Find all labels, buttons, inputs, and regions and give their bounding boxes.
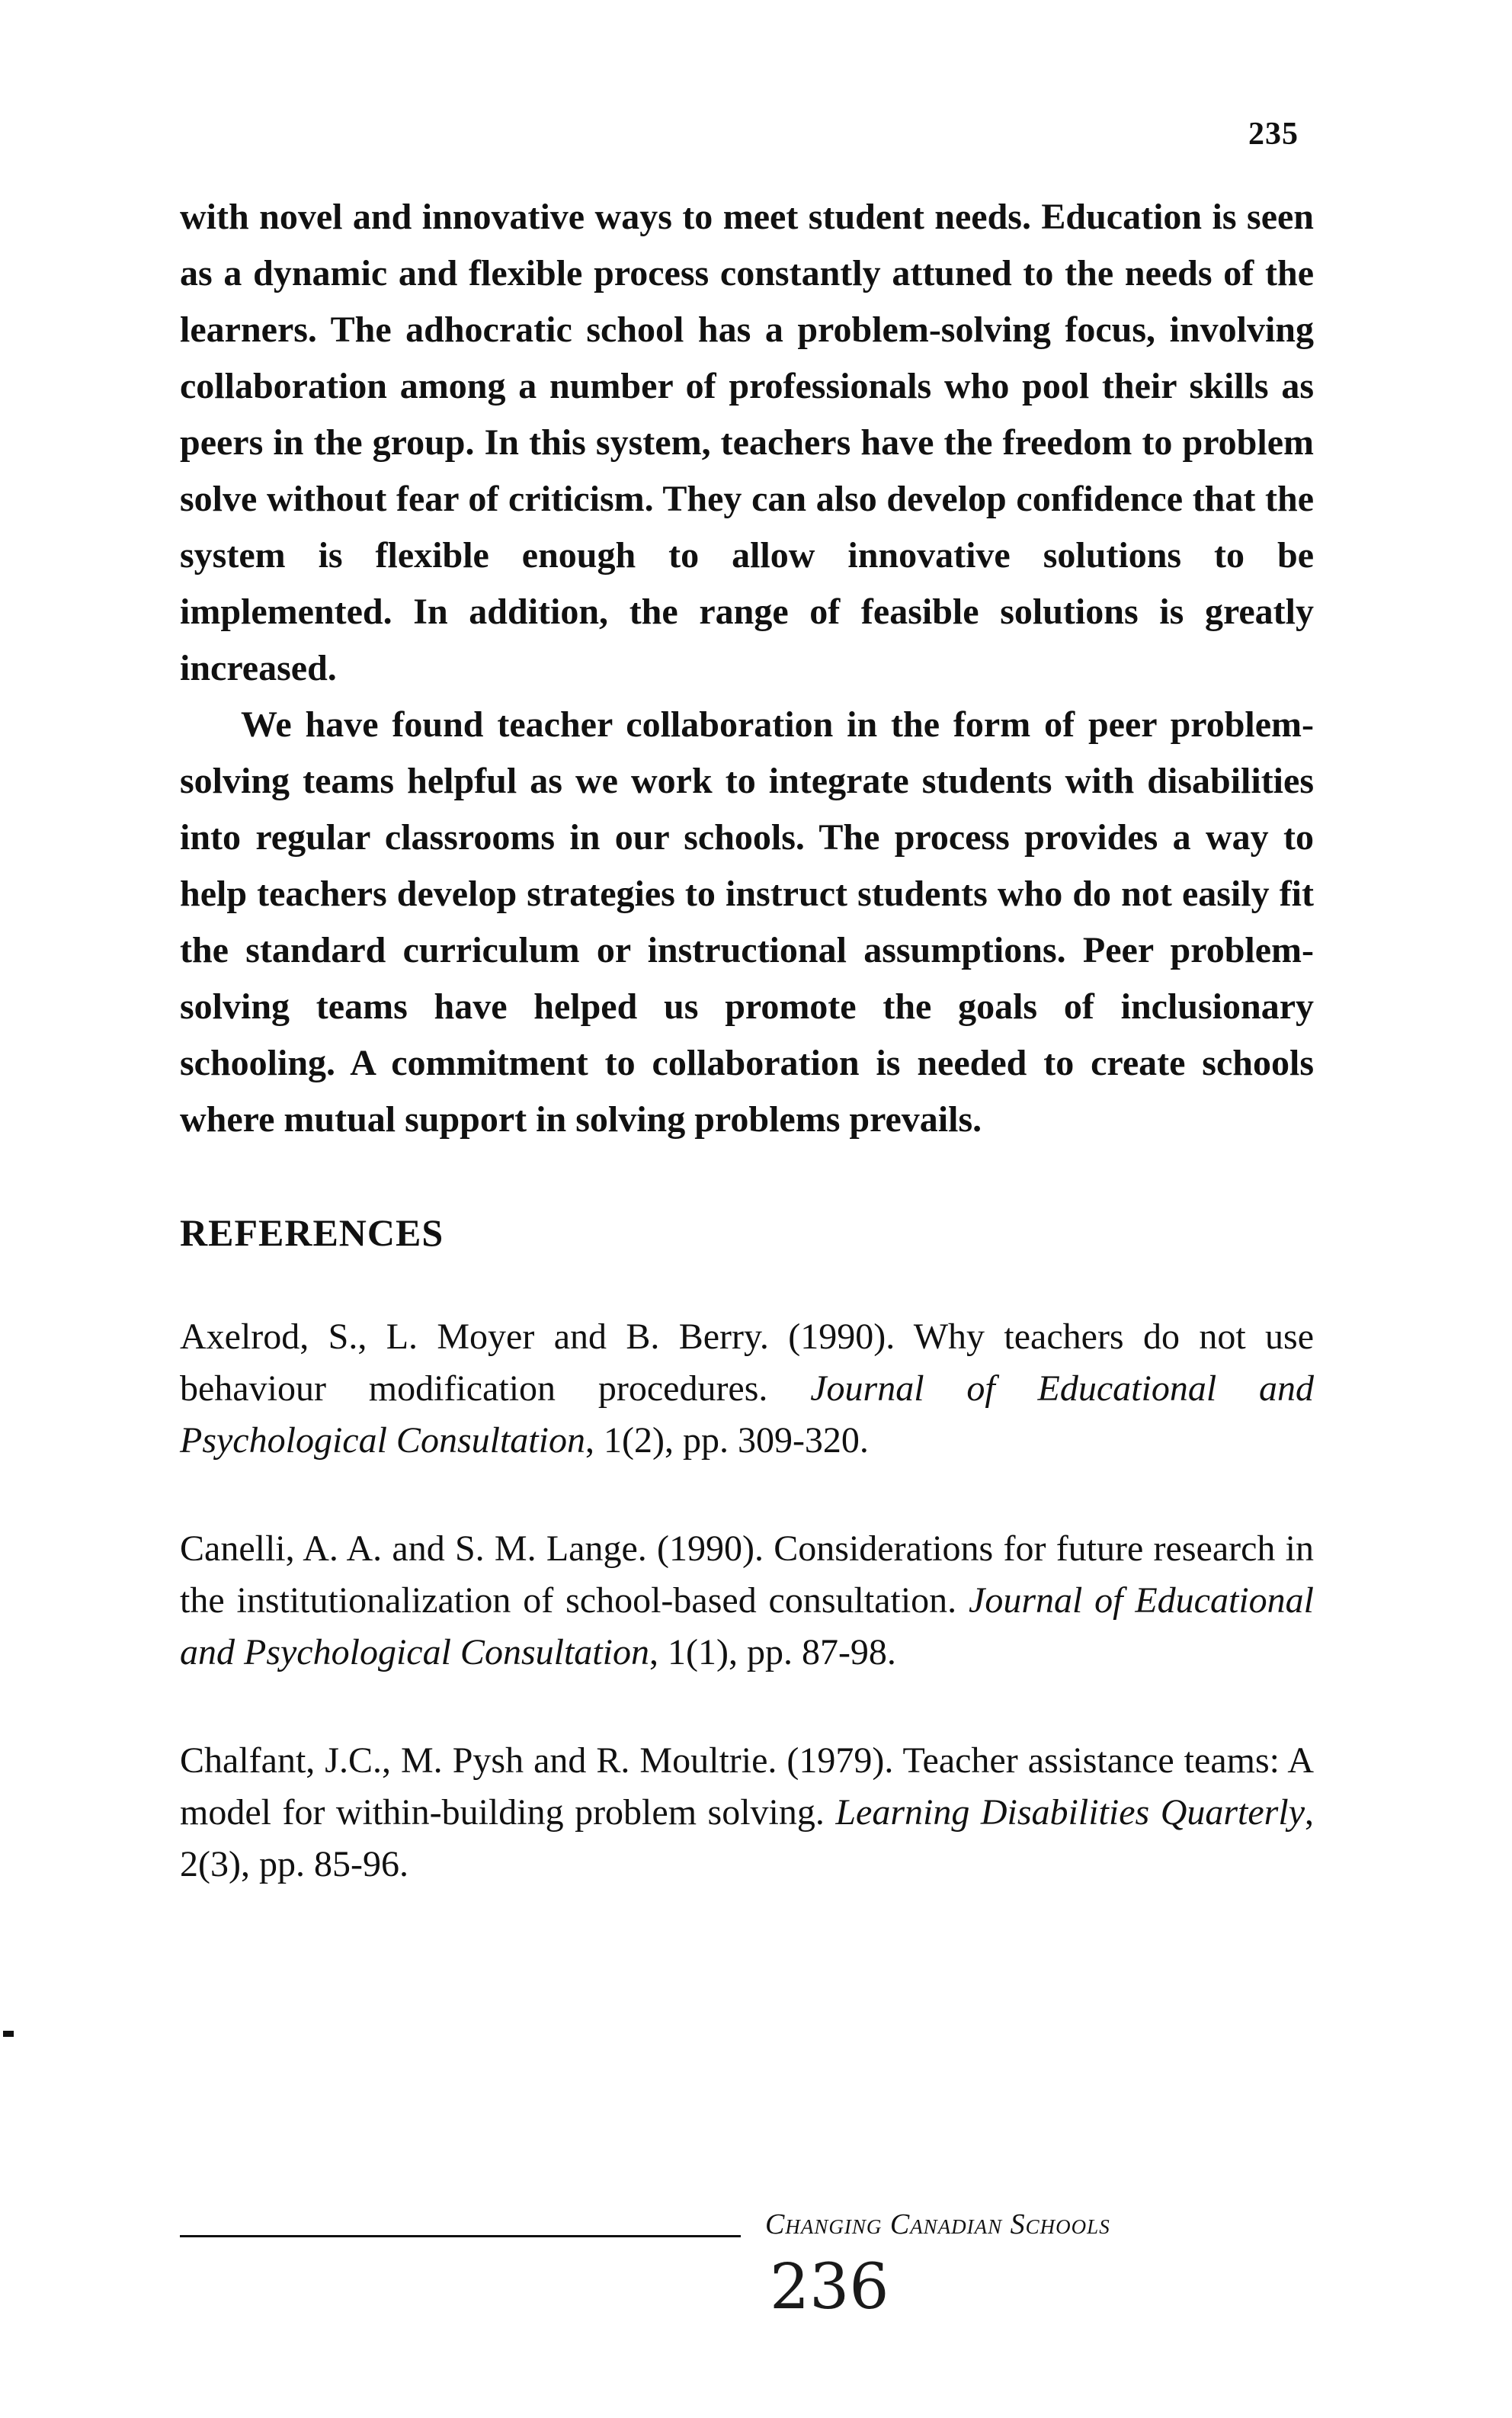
reference-item-3-text: Chalfant, J.C., M. Pysh and R. Moultrie. (1979). Teacher assistance teams: A model for within-building problem solving. (180, 1740, 1314, 1833)
reference-item-3-journal: Learning Disabilities Quarterly (835, 1792, 1305, 1833)
page-number: 235 (1248, 117, 1299, 152)
footer-title: Changing Canadian Schools (765, 2208, 1110, 2240)
reference-item-1-details: , 1(2), pp. 309-320. (585, 1420, 869, 1461)
reference-item-2 (180, 1523, 1314, 1679)
reference-item-3 (180, 1735, 1314, 1890)
reference-item-1-journal: Journal of Educational and Psychological Consultation (180, 1368, 1314, 1461)
reference-item-2-journal: Journal of Educational and Psychological Consultation (180, 1580, 1314, 1672)
scan-mark (3, 2031, 14, 2037)
reference-item-2-text: Canelli, A. A. and S. M. Lange. (1990). Considerations for future research in the institutionalization of school-based consultation. (180, 1528, 1314, 1621)
reference-item-1-text: Axelrod, S., L. Moyer and B. Berry. (1990). Why teachers do not use behaviour modification procedures. (180, 1316, 1314, 1409)
footer-rule (180, 2235, 741, 2237)
reference-item-2-details: , 1(1), pp. 87-98. (649, 1632, 896, 1672)
body-paragraph-2: We have found teacher collaboration in the form of peer problem-solving teams helpful as we work to integrate students with disabilities into regular classrooms in our schools. The process provides a way to help teachers develop strategies to instruct students who do not easily fit the standard curriculum or instructional assumptions. Peer problem-solving teams have helped us promote the goals of inclusionary schooling. A commitment to collaboration is needed to create schools where mutual support in solving problems prevails. (180, 704, 1314, 1140)
body-paragraph-1: with novel and innovative ways to meet student needs. Education is seen as a dynamic and flexible process constantly attuned to the needs of the learners. The adhocratic school has a problem-solving focus, involving collaboration among a number of professionals who pool their skills as peers in the group. In this system, teachers have the freedom to problem solve without fear of criticism. They can also develop confidence that the system is flexible enough to allow innovative solutions to be implemented. In addition, the range of feasible solutions is greatly increased. (180, 197, 1314, 688)
footer-page-number: 236 (770, 2251, 889, 2323)
text-column (180, 189, 1314, 1947)
reference-item-3-details: , 2(3), pp. 85-96. (180, 1792, 1314, 1884)
reference-item-1 (180, 1311, 1314, 1467)
references-heading: REFERENCES (180, 1211, 444, 1254)
